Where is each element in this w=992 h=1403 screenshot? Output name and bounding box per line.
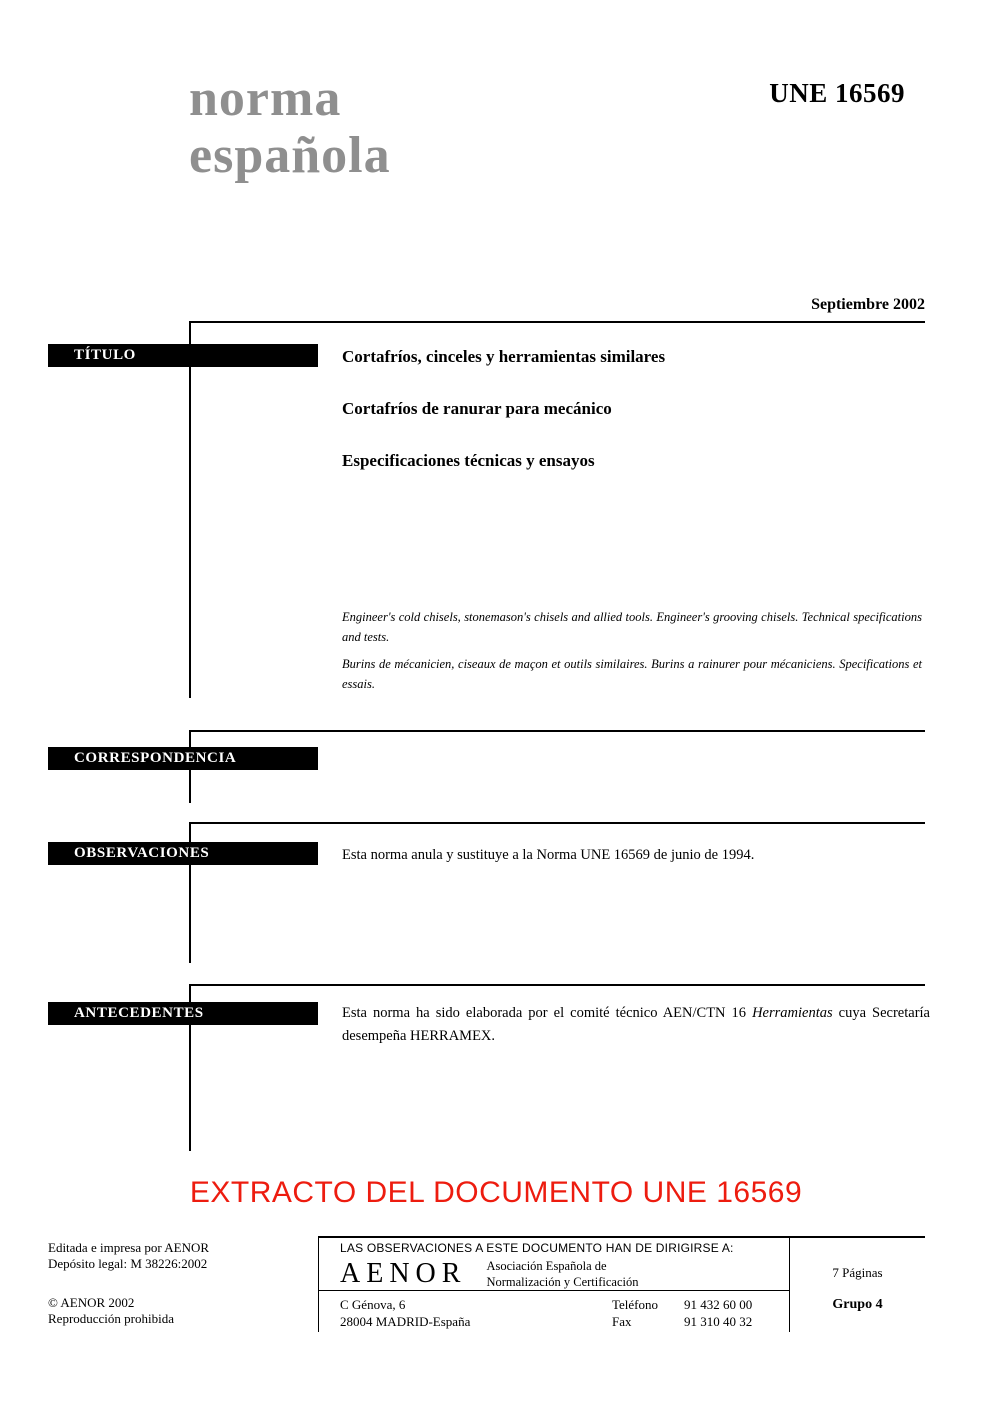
footer-notice: LAS OBSERVACIONES A ESTE DOCUMENTO HAN DE DIRIGIRSE A: [340,1241,734,1255]
extract-banner: EXTRACTO DEL DOCUMENTO UNE 16569 [189,1176,803,1209]
organization-row [340,1258,638,1291]
logo-line-2: española [189,127,391,185]
antecedentes-section-label: ANTECEDENTES [48,1002,318,1025]
correspondencia-divider [189,730,925,732]
antecedentes-text-after: cuya Secretaría desempeña HERRAMEX. [342,1005,930,1045]
contact-block [612,1296,752,1330]
fax-value: 91 310 40 32 [684,1314,753,1329]
aenor-logo: AENOR [340,1258,467,1290]
observaciones-divider [189,822,925,824]
observaciones-text: Esta norma anula y sustituye a la Norma UNE 16569 de junio de 1994. [342,847,755,863]
page-count: 7 Páginas [832,1265,883,1280]
group-label: Grupo 4 [832,1297,883,1312]
org-desc-line-1: Asociación Española de [486,1259,607,1273]
footer-left-column-divider [318,1236,319,1332]
titulo-column-divider [189,321,191,698]
observaciones-section-label: OBSERVACIONES [48,842,318,865]
organization-description [486,1258,638,1291]
antecedentes-divider [189,984,925,986]
address-line-2: 28004 MADRID-España [340,1314,471,1329]
abstract-english: Engineer's cold chisels, stonemason's chisels and allied tools. Engineer's grooving chisels. Technical specifications and tests. [342,610,922,644]
footer-right-column-divider [789,1236,790,1332]
logo-line-1: norma [189,70,342,127]
address-line-1: C Génova, 6 [340,1297,406,1312]
reproduction-notice: Reproducción prohibida [48,1311,174,1326]
footer-top-divider [318,1236,925,1238]
phone-row [612,1296,752,1313]
antecedentes-text [342,1002,930,1048]
publication-date: Septiembre 2002 [811,296,925,313]
published-by: Editada e impresa por AENOR [48,1240,210,1255]
correspondencia-section-label: CORRESPONDENCIA [48,747,318,770]
title-line-3: Especificaciones técnicas y ensayos [342,451,595,470]
title-line-2: Cortafríos de ranurar para mecánico [342,399,612,418]
phone-value: 91 432 60 00 [684,1297,753,1312]
fax-label: Fax [612,1314,632,1329]
antecedentes-committee-name: Herramientas [752,1005,833,1021]
legal-deposit: Depósito legal: M 38226:2002 [48,1256,208,1271]
footer-imprint [48,1240,209,1327]
header-divider [189,321,925,323]
fax-row [612,1313,752,1330]
phone-label: Teléfono [612,1297,659,1312]
standard-number: UNE 16569 [769,78,905,108]
org-desc-line-2: Normalización y Certificación [486,1275,639,1290]
address-block [340,1296,470,1330]
copyright: © AENOR 2002 [48,1295,135,1310]
title-block [342,346,924,472]
abstract-french: Burins de mécanicien, ciseaux de maçon et outils similaires. Burins a rainurer pour mécaniciens. Specifications et essais. [342,657,922,691]
norma-espanola-logo [189,70,391,184]
antecedentes-text-before: Esta norma ha sido elaborada por el comité técnico AEN/CTN 16 [342,1005,753,1021]
title-line-1: Cortafríos, cinceles y herramientas similares [342,347,666,366]
titulo-section-label: TÍTULO [48,344,318,367]
